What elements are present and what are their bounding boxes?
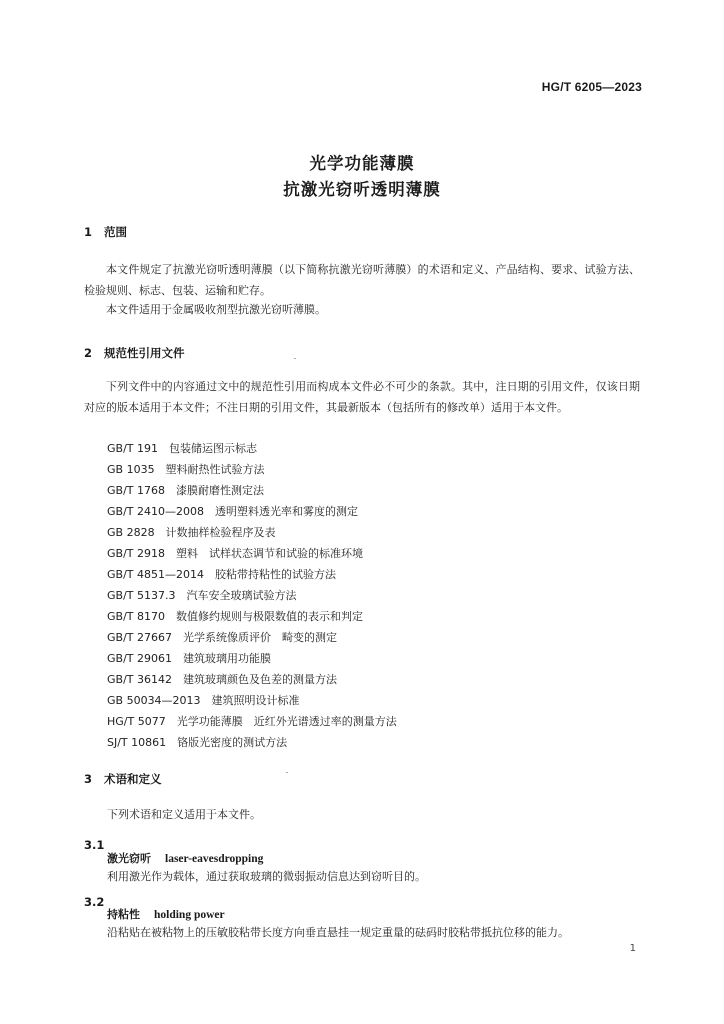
- reference-item: GB/T 2410—2008 透明塑料透光率和雾度的测定: [107, 505, 358, 518]
- reference-item: HG/T 5077 光学功能薄膜 近红外光谱透过率的测量方法: [107, 715, 397, 728]
- paragraph: 下列文件中的内容通过文中的规范性引用而构成本文件必不可少的条款。其中，注日期的引用文件，仅该日期对应的版本适用于本文件；不注日期的引用文件，其最新版本（包括所有的修改单）适用于本文件。: [84, 380, 640, 414]
- term-en: laser-eavesdropping: [165, 853, 264, 865]
- section-title: 规范性引用文件: [104, 346, 185, 360]
- reference-item: GB 2828 计数抽样检验程序及表: [107, 526, 276, 539]
- reference-item: GB/T 4851—2014 胶粘带持粘性的试验方法: [107, 568, 336, 581]
- reference-item: GB/T 36142 建筑玻璃颜色及色差的测量方法: [107, 673, 337, 686]
- section-heading-1: [84, 224, 127, 240]
- paragraph: 本文件适用于金属吸收剂型抗激光窃听薄膜。: [106, 303, 326, 316]
- section-title: 术语和定义: [104, 772, 162, 786]
- paragraph: 下列术语和定义适用于本文件。: [107, 808, 261, 821]
- reference-item: GB/T 2918 塑料 试样状态调节和试验的标准环境: [107, 547, 363, 560]
- section-number: 3: [84, 772, 93, 786]
- reference-item: GB/T 8170 数值修约规则与极限数值的表示和判定: [107, 610, 363, 623]
- standard-code: HG/T 6205—2023: [541, 80, 642, 94]
- term-title: [107, 906, 225, 922]
- section-number: 1: [84, 225, 93, 239]
- term-definition: 利用激光作为载体，通过获取玻璃的微弱振动信息达到窃听目的。: [107, 870, 426, 883]
- paragraph: 本文件规定了抗激光窃听透明薄膜（以下简称抗激光窃听薄膜）的术语和定义、产品结构、要求、试验方法、检验规则、标志、包装、运输和贮存。: [84, 263, 640, 297]
- term-number: 3.1: [84, 838, 105, 852]
- section-number: 2: [84, 346, 93, 360]
- term-title: [107, 850, 263, 866]
- section-title: 范围: [104, 225, 127, 239]
- reference-item: SJ/T 10861 铬版光密度的测试方法: [107, 736, 288, 749]
- reference-item: GB/T 27667 光学系统像质评价 畸变的测定: [107, 631, 337, 644]
- term-number: 3.2: [84, 895, 105, 909]
- term-cn: 激光窃听: [107, 852, 151, 865]
- reference-item: GB/T 29061 建筑玻璃用功能膜: [107, 652, 271, 665]
- section-heading-2: [84, 345, 185, 361]
- scan-mark: [294, 358, 296, 359]
- reference-item: GB 1035 塑料耐热性试验方法: [107, 463, 265, 476]
- reference-item: GB/T 1768 漆膜耐磨性测定法: [107, 484, 264, 497]
- term-cn: 持粘性: [107, 908, 140, 921]
- reference-item: GB/T 5137.3 汽车安全玻璃试验方法: [107, 589, 297, 602]
- scan-mark: [286, 772, 288, 773]
- document-title-line2: 抗激光窃听透明薄膜: [283, 180, 441, 199]
- reference-item: GB 50034—2013 建筑照明设计标准: [107, 694, 300, 707]
- page-number: 1: [629, 943, 636, 954]
- term-definition: 沿粘贴在被粘物上的压敏胶粘带长度方向垂直悬挂一规定重量的砝码时胶粘带抵抗位移的能力。: [107, 926, 569, 939]
- term-en: holding power: [154, 909, 225, 921]
- reference-item: GB/T 191 包装储运图示标志: [107, 442, 257, 455]
- section-heading-3: [84, 771, 162, 787]
- document-title-line1: 光学功能薄膜: [309, 154, 415, 173]
